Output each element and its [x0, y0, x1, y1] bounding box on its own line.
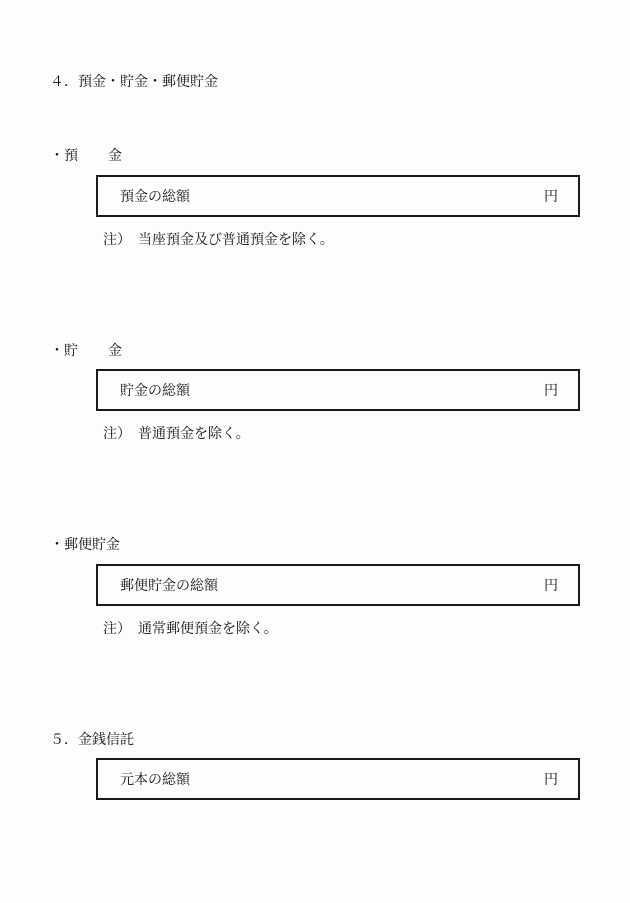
postal-heading: ・郵便貯金 — [50, 537, 120, 553]
savings-total-field[interactable] — [96, 369, 580, 411]
postal-note: 注） 通常郵便預金を除く。 — [103, 621, 278, 637]
postal-unit: 円 — [544, 578, 558, 594]
savings-heading-a: ・貯 — [50, 343, 78, 359]
deposit-heading — [50, 147, 122, 165]
deposit-unit: 円 — [544, 189, 558, 205]
savings-heading — [50, 342, 122, 360]
deposit-note: 注） 当座預金及び普通預金を除く。 — [103, 232, 334, 248]
postal-total-label: 郵便貯金の総額 — [120, 578, 218, 594]
deposit-heading-b: 金 — [108, 148, 122, 164]
trust-principal-field[interactable] — [96, 758, 580, 800]
deposit-total-field[interactable] — [96, 175, 580, 217]
postal-total-field[interactable] — [96, 564, 580, 606]
savings-note: 注） 普通預金を除く。 — [103, 426, 250, 442]
trust-principal-label: 元本の総額 — [120, 772, 190, 788]
savings-heading-b: 金 — [108, 343, 122, 359]
trust-unit: 円 — [544, 772, 558, 788]
section-5-title: ５．金銭信託 — [50, 732, 134, 748]
savings-unit: 円 — [544, 383, 558, 399]
deposit-total-label: 預金の総額 — [120, 189, 190, 205]
savings-total-label: 貯金の総額 — [120, 383, 190, 399]
section-4-title: ４．預金・貯金・郵便貯金 — [50, 74, 218, 90]
deposit-heading-a: ・預 — [50, 148, 78, 164]
